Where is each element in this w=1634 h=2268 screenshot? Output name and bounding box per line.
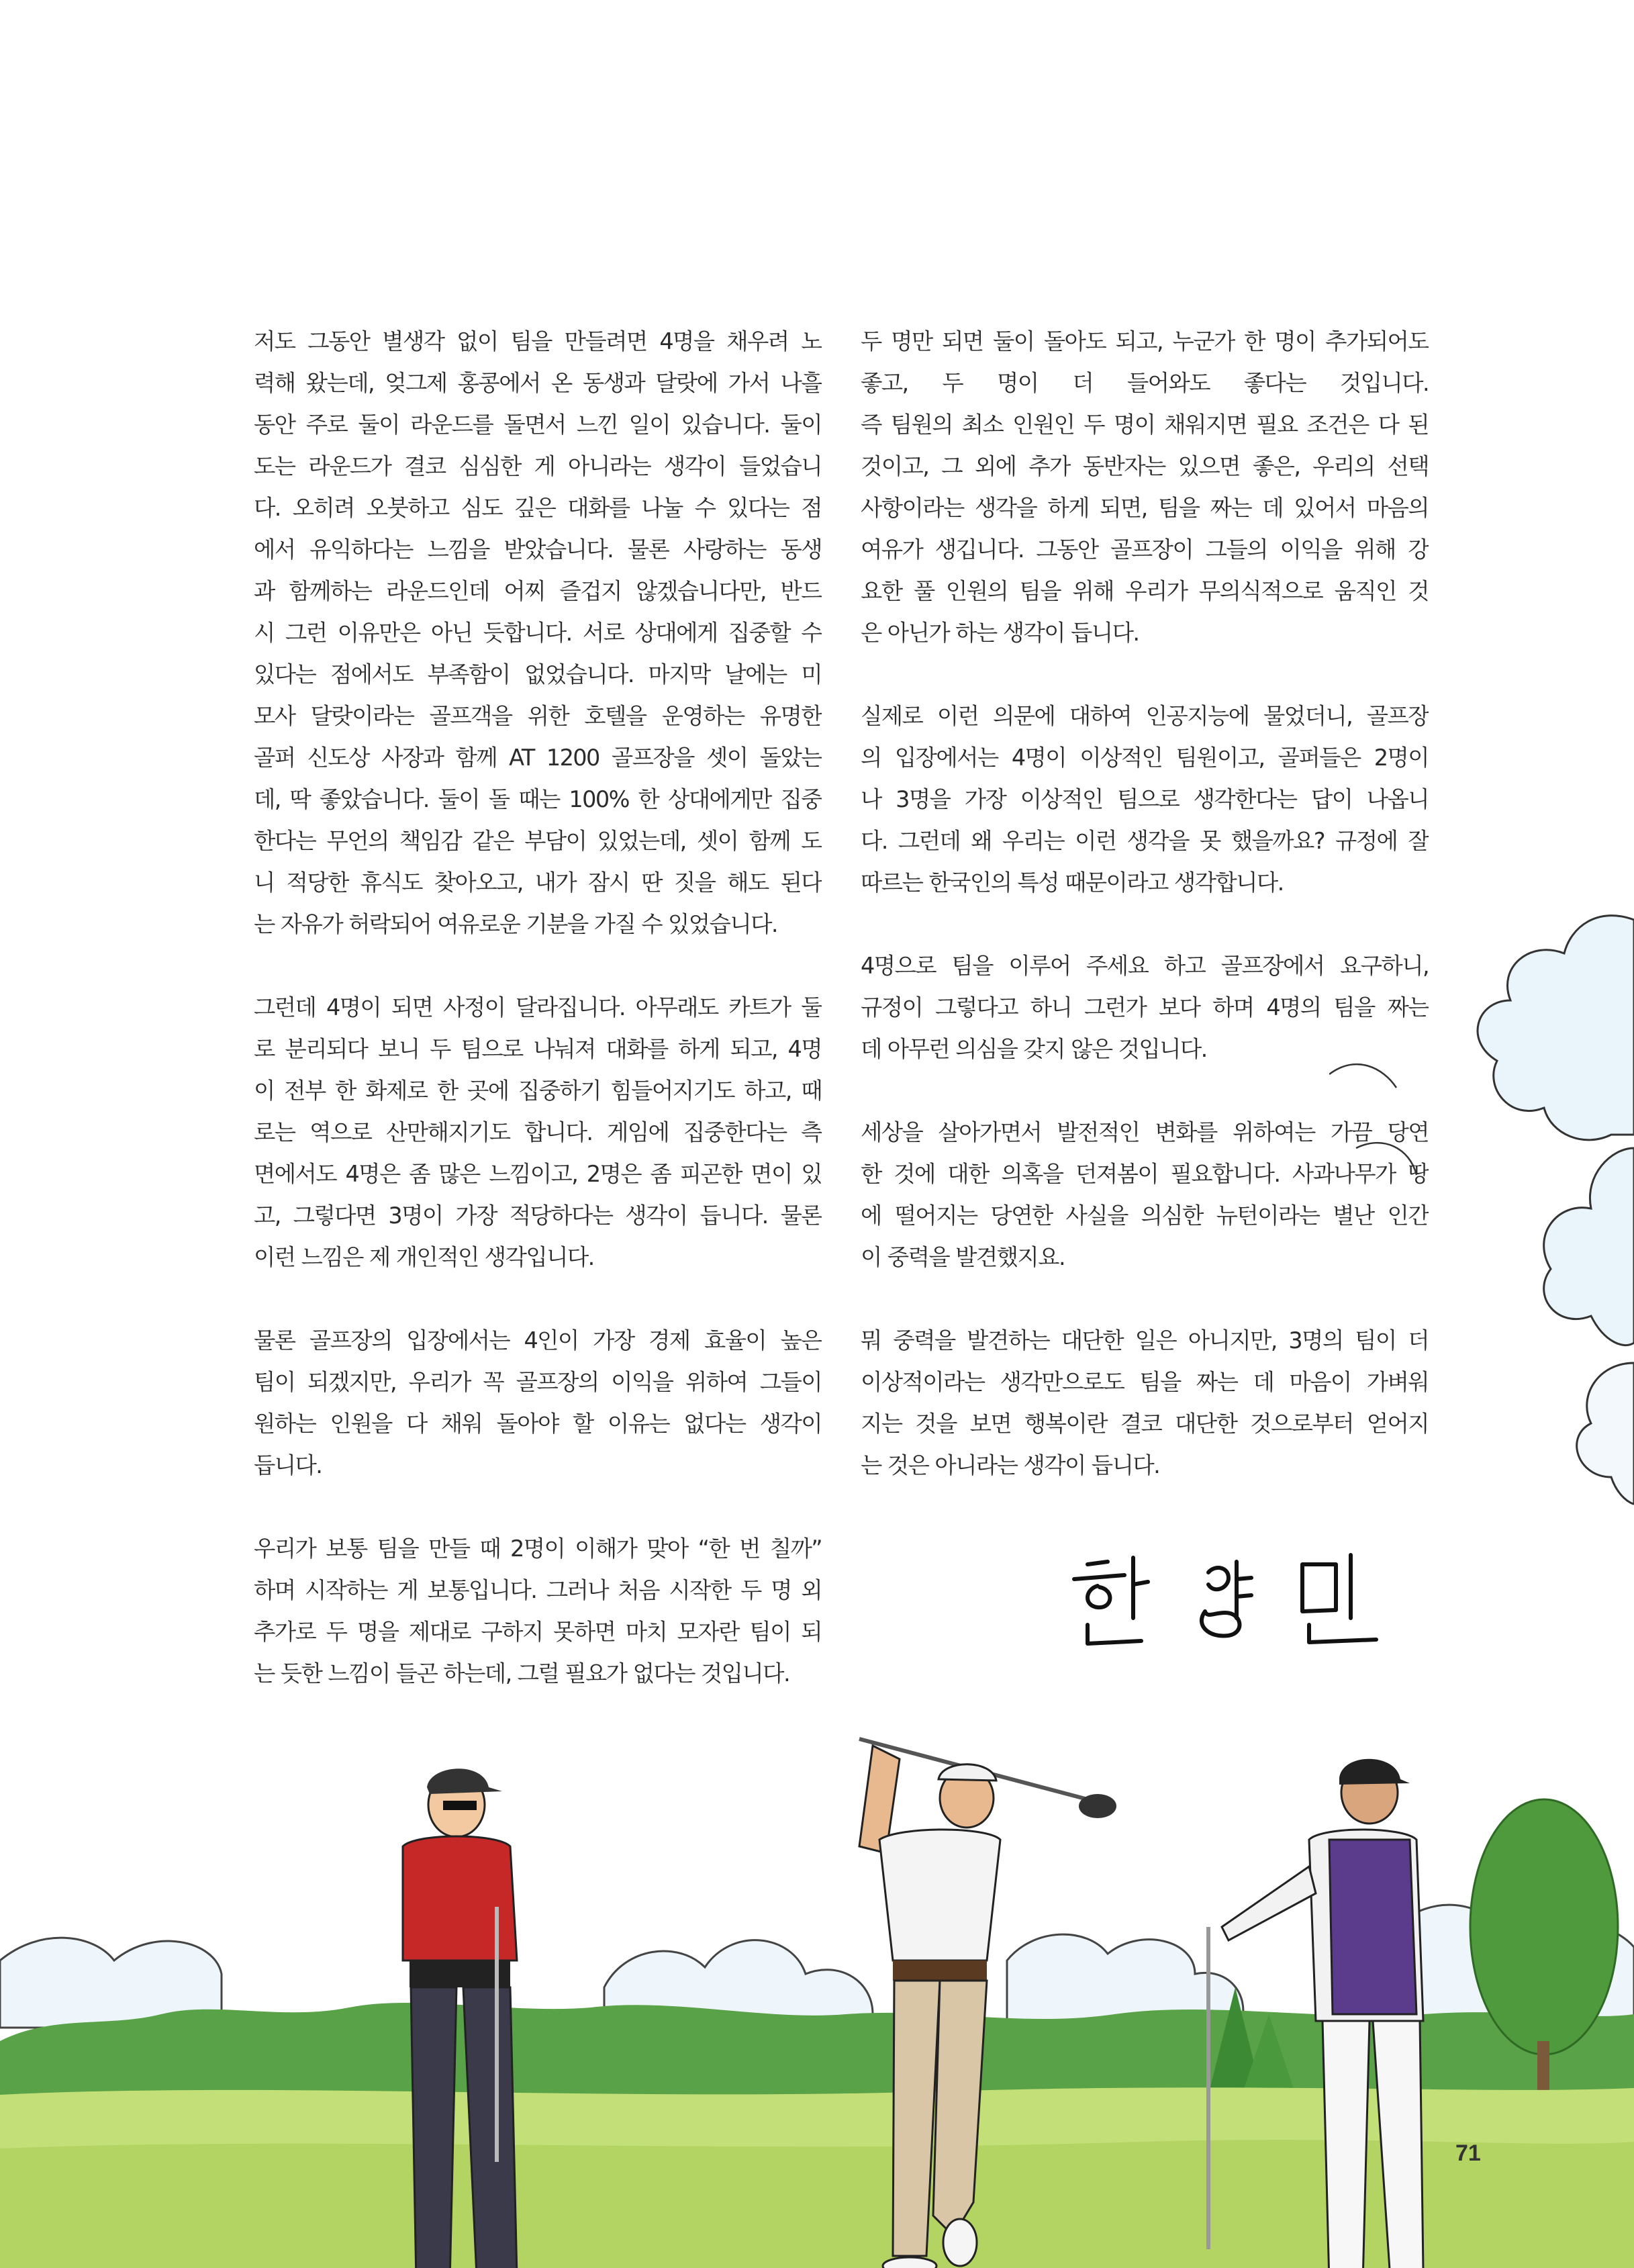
- text-line: 다. 오히려 오붓하고 심도 깊은 대화를 나눌 수 있다는 점: [254, 495, 822, 521]
- text-line: 있다는 점에서도 부족함이 없었습니다. 마지막 날에는 미: [254, 661, 822, 688]
- text-line: 는 자유가 허락되어 여유로운 기분을 가질 수 있었습니다.: [254, 911, 777, 937]
- text-line: 이 중력을 발견했지요.: [861, 1244, 1065, 1270]
- paragraph: [861, 1112, 1429, 1278]
- text-line: 이상적이라는 생각만으로도 팀을 짜는 데 마음이 가벼워: [861, 1369, 1429, 1395]
- text-line: 의 입장에서는 4명이 이상적인 팀원이고, 골퍼들은 2명이: [861, 745, 1429, 771]
- text-line: 지는 것을 보면 행복이란 결코 대단한 것으로부터 얻어지: [861, 1411, 1429, 1437]
- text-line: 4명으로 팀을 이루어 주세요 하고 골프장에서 요구하니,: [861, 953, 1429, 979]
- text-line: 두 명만 되면 둘이 돌아도 되고, 누군가 한 명이 추가되어도: [861, 328, 1429, 355]
- text-line: 이 전부 한 화제로 한 곳에 집중하기 힘들어지기도 하고, 때: [254, 1078, 822, 1104]
- text-line: 한 것에 대한 의혹을 던져봄이 필요합니다. 사과나무가 땅: [861, 1161, 1429, 1187]
- text-line: 데 아무런 의심을 갖지 않은 것입니다.: [861, 1036, 1207, 1062]
- text-line: 우리가 보통 팀을 만들 때 2명이 이해가 맞아 “한 번 칠까”: [254, 1535, 822, 1562]
- text-line: 에 떨어지는 당연한 사실을 의심한 뉴턴이라는 별난 인간: [861, 1202, 1429, 1229]
- text-line: 듭니다.: [254, 1452, 322, 1478]
- text-line: 요한 풀 인원의 팀을 위해 우리가 무의식적으로 움직인 것: [861, 578, 1429, 604]
- text-line: 규정이 그렇다고 하니 그런가 보다 하며 4명의 팀을 짜는: [861, 994, 1429, 1021]
- paragraph: [254, 987, 822, 1278]
- golf-course-illustration: [0, 1611, 1634, 2268]
- text-line: 팀이 되겠지만, 우리가 꼭 골프장의 이익을 위하여 그들이: [254, 1369, 822, 1395]
- text-line: 로는 역으로 산만해지기도 합니다. 게임에 집중한다는 측: [254, 1119, 822, 1145]
- text-line: 나 3명을 가장 이상적인 팀으로 생각한다는 답이 나옵니: [861, 786, 1429, 812]
- paragraph: [254, 1320, 822, 1486]
- text-line: 과 함께하는 라운드인데 어찌 즐겁지 않겠습니다만, 반드: [254, 578, 822, 604]
- text-line: 즉 팀원의 최소 인원인 두 명이 채워지면 필요 조건은 다 된: [861, 412, 1429, 438]
- text-line: 데, 딱 좋았습니다. 둘이 돌 때는 100% 한 상대에게만 집중: [254, 786, 822, 812]
- text-line: 에서 유익하다는 느낌을 받았습니다. 물론 사랑하는 동생: [254, 536, 822, 563]
- text-line: 실제로 이런 의문에 대하여 인공지능에 물었더니, 골프장: [861, 703, 1429, 729]
- text-line: 좋고, 두 명이 더 들어와도 좋다는 것입니다.: [861, 370, 1429, 396]
- text-line: 은 아닌가 하는 생각이 듭니다.: [861, 620, 1139, 646]
- text-line: 모사 달랏이라는 골프객을 위한 호텔을 운영하는 유명한: [254, 703, 822, 729]
- text-line: 원하는 인원을 다 채워 돌아야 할 이유는 없다는 생각이: [254, 1411, 822, 1437]
- text-line: 는 것은 아니라는 생각이 듭니다.: [861, 1452, 1160, 1478]
- text-line: 추가로 두 명을 제대로 구하지 못하면 마치 모자란 팀이 되: [254, 1619, 822, 1645]
- text-line: 뭐 중력을 발견하는 대단한 일은 아니지만, 3명의 팀이 더: [861, 1327, 1429, 1354]
- page-number: 71: [1455, 2140, 1481, 2166]
- paragraph: [861, 1320, 1429, 1486]
- text-line: 력해 왔는데, 엊그제 홍콩에서 온 동생과 달랏에 가서 나흘: [254, 370, 822, 396]
- text-line: 시 그런 이유만은 아닌 듯합니다. 서로 상대에게 집중할 수: [254, 620, 822, 646]
- text-line: 로 분리되다 보니 두 팀으로 나눠져 대화를 하게 되고, 4명: [254, 1036, 822, 1062]
- text-line: 면에서도 4명은 좀 많은 느낌이고, 2명은 좀 피곤한 면이 있: [254, 1161, 822, 1187]
- text-line: 것이고, 그 외에 추가 동반자는 있으면 좋은, 우리의 선택: [861, 453, 1429, 479]
- text-line: 그런데 4명이 되면 사정이 달라집니다. 아무래도 카트가 둘: [254, 994, 822, 1021]
- text-line: 다. 그런데 왜 우리는 이런 생각을 못 했을까요? 규정에 잘: [861, 828, 1429, 854]
- text-line: 저도 그동안 별생각 없이 팀을 만들려면 4명을 채우려 노: [254, 328, 822, 355]
- text-line: 니 적당한 휴식도 찾아오고, 내가 잠시 딴 짓을 해도 된다: [254, 869, 822, 896]
- paragraph: [861, 696, 1429, 904]
- text-line: 동안 주로 둘이 라운드를 돌면서 느낀 일이 있습니다. 둘이: [254, 412, 822, 438]
- paragraph: [861, 945, 1429, 1070]
- text-line: 세상을 살아가면서 발전적인 변화를 위하여는 가끔 당연: [861, 1119, 1429, 1145]
- text-line: 여유가 생깁니다. 그동안 골프장이 그들의 이익을 위해 강: [861, 536, 1429, 563]
- left-text-column: [254, 321, 822, 1695]
- right-text-column: [861, 321, 1429, 1486]
- text-line: 사항이라는 생각을 하게 되면, 팀을 짜는 데 있어서 마음의: [861, 495, 1429, 521]
- text-line: 도는 라운드가 결코 심심한 게 아니라는 생각이 들었습니: [254, 453, 822, 479]
- text-line: 한다는 무언의 책임감 같은 부담이 있었는데, 셋이 함께 도: [254, 828, 822, 854]
- paragraph: [254, 321, 822, 945]
- text-line: 이런 느낌은 제 개인적인 생각입니다.: [254, 1244, 594, 1270]
- paragraph: [861, 321, 1429, 654]
- text-line: 는 듯한 느낌이 들곤 하는데, 그럴 필요가 없다는 것입니다.: [254, 1660, 789, 1687]
- text-line: 고, 그렇다면 3명이 가장 적당하다는 생각이 듭니다. 물론: [254, 1202, 822, 1229]
- text-line: 따르는 한국인의 특성 때문이라고 생각합니다.: [861, 869, 1284, 896]
- text-line: 물론 골프장의 입장에서는 4인이 가장 경제 효율이 높은: [254, 1327, 822, 1354]
- text-line: 골퍼 신도상 사장과 함께 AT 1200 골프장을 셋이 돌았는: [254, 745, 822, 771]
- text-line: 하며 시작하는 게 보통입니다. 그러나 처음 시작한 두 명 외: [254, 1577, 822, 1603]
